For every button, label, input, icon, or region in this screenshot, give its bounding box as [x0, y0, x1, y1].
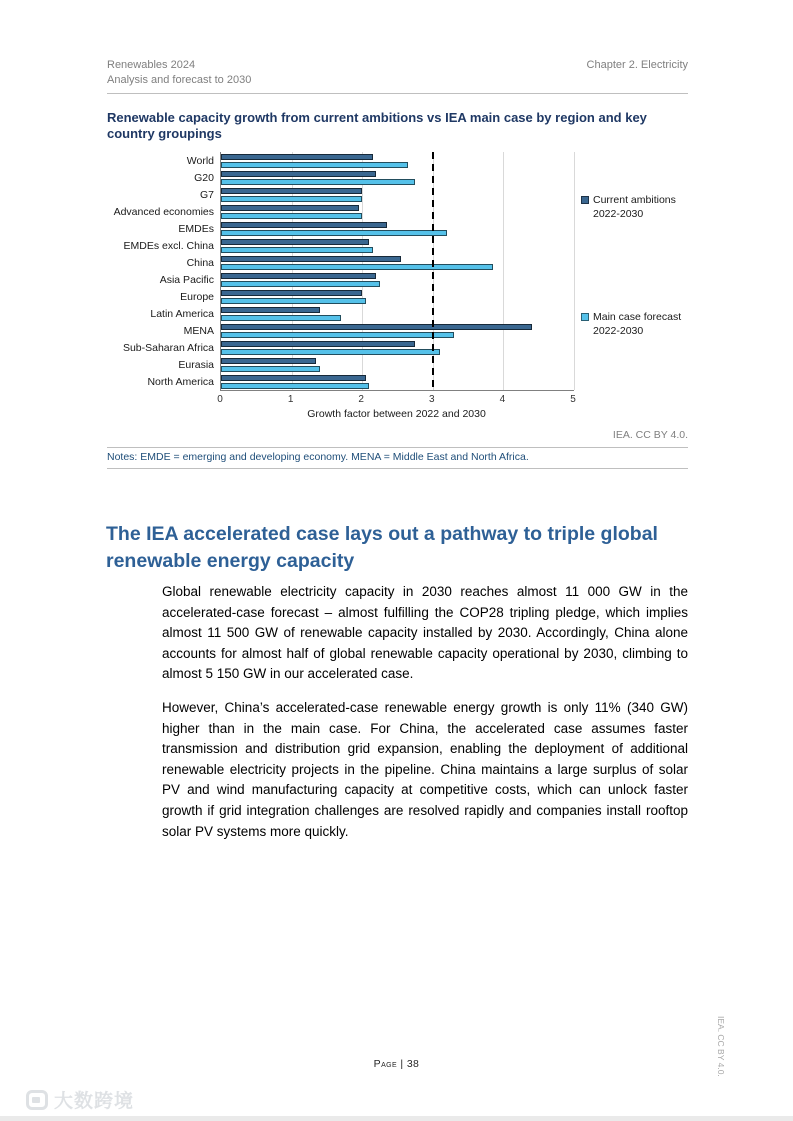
bar-main-case-forecast: [221, 179, 415, 185]
chart-rows: [113, 152, 574, 390]
chart-row: [180, 288, 574, 305]
chart-row: [113, 203, 574, 220]
report-subtitle: Analysis and forecast to 2030: [107, 74, 252, 86]
legend-label: Main case forecast 2022-2030: [593, 311, 682, 337]
side-attribution: IEA. CC BY 4.0.: [716, 1016, 726, 1077]
bar-current-ambitions: [221, 290, 362, 296]
bar-main-case-forecast: [221, 247, 373, 253]
chart-row: [178, 356, 574, 373]
category-label: Asia Pacific: [159, 273, 214, 286]
bar-main-case-forecast: [221, 298, 366, 304]
bar-main-case-forecast: [221, 281, 380, 287]
bar-main-case-forecast: [221, 332, 454, 338]
category-label: MENA: [183, 324, 214, 337]
chart-plot-area: [113, 152, 574, 391]
legend-swatch: [581, 313, 589, 321]
x-tick-label: 3: [429, 394, 435, 405]
paragraph-2: However, China’s accelerated-case renewable energy growth is only 11% (340 GW) higher than in the main case. For China, the accelerated case assumes faster transmission and distribution grid expansion, enabling the deployment of additional renewable electricity projects in the pipeline. China maintains a large surplus of solar PV and wind manufacturing capacity at competitive costs, which can unlock faster growth if grid integration challenges are resolved rapidly and companies install rooftop solar PV systems more quickly.: [162, 699, 688, 839]
figure-notes: Notes: EMDE = emerging and developing economy. MENA = Middle East and North Africa.: [107, 451, 529, 463]
bar-current-ambitions: [221, 239, 369, 245]
x-tick-label: 2: [358, 394, 364, 405]
chapter-label: Chapter 2. Electricity: [586, 59, 688, 71]
category-label: Advanced economies: [113, 205, 214, 218]
legend-item: [581, 194, 688, 221]
notes-divider-top: [107, 447, 688, 448]
figure-title: Renewable capacity growth from current ambitions vs IEA main case by region and key country groupings: [107, 110, 647, 141]
bar-current-ambitions: [221, 307, 320, 313]
chart-row: [186, 152, 574, 169]
chart-row: [183, 322, 574, 339]
page-header: [107, 58, 688, 88]
x-axis-ticks: [217, 391, 576, 405]
category-label: EMDEs: [178, 222, 214, 235]
tripling-reference-line: [432, 152, 434, 390]
chart-row: [178, 220, 574, 237]
x-tick-label: 4: [499, 394, 506, 405]
bar-current-ambitions: [221, 375, 366, 381]
chart-row: [199, 186, 574, 203]
bar-current-ambitions: [221, 205, 359, 211]
watermark-text: 大数跨境: [54, 1091, 135, 1112]
bar-main-case-forecast: [221, 349, 440, 355]
chart-legend: [581, 152, 688, 339]
chart-row: [122, 339, 574, 356]
body-text: [162, 582, 688, 855]
chart-row: [194, 169, 574, 186]
bar-current-ambitions: [221, 171, 376, 177]
chart-row: [123, 237, 574, 254]
bar-current-ambitions: [221, 324, 532, 330]
page-bottom-edge: [0, 1116, 793, 1121]
notes-divider-bottom: [107, 468, 688, 469]
category-label: North America: [147, 375, 214, 388]
paragraph-1: Global renewable electricity capacity in 2030 reaches almost 11 000 GW in the accelerated-case forecast – almost fulfilling the COP28 tripling pledge, which implies almost 11 500 GW of renewable capacity installed by 2030. Accordingly, China alone accounts for almost half of global renewable capacity operational by 2030, climbing to almost 5 150 GW in our accelerated case.: [162, 584, 688, 682]
watermark-logo-icon: [26, 1090, 48, 1110]
chart-row: [186, 254, 574, 271]
category-label: Latin America: [150, 307, 214, 320]
bar-chart: [107, 152, 688, 420]
bar-main-case-forecast: [221, 230, 447, 236]
figure-attribution: IEA. CC BY 4.0.: [612, 429, 688, 441]
x-tick-label: 0: [217, 394, 223, 405]
legend-label: Current ambitions 2022-2030: [593, 194, 676, 220]
category-label: World: [186, 154, 214, 167]
x-tick-label: 5: [570, 394, 576, 405]
category-label: Eurasia: [178, 358, 214, 371]
category-label: G20: [194, 171, 214, 184]
bar-main-case-forecast: [221, 162, 408, 168]
chart-row: [159, 271, 574, 288]
chart-row: [150, 305, 574, 322]
bar-main-case-forecast: [221, 366, 320, 372]
gridline: [574, 152, 575, 390]
x-tick-label: 1: [287, 394, 294, 405]
category-label: G7: [199, 188, 214, 201]
bar-main-case-forecast: [221, 213, 362, 219]
bar-main-case-forecast: [221, 264, 493, 270]
header-divider: [107, 93, 688, 94]
legend-item: [581, 311, 688, 338]
bar-main-case-forecast: [221, 383, 369, 389]
legend-swatch: [581, 196, 589, 204]
bar-current-ambitions: [221, 256, 401, 262]
bar-current-ambitions: [221, 188, 362, 194]
header-left: [107, 58, 251, 88]
bar-main-case-forecast: [221, 315, 341, 321]
chart-row: [147, 373, 574, 390]
section-heading: The IEA accelerated case lays out a pathway to triple global renewable energy capacity: [106, 523, 658, 572]
bar-current-ambitions: [221, 358, 316, 364]
bar-current-ambitions: [221, 154, 373, 160]
bar-current-ambitions: [221, 273, 376, 279]
bar-main-case-forecast: [221, 196, 362, 202]
category-label: China: [186, 256, 214, 269]
report-title: Renewables 2024: [107, 59, 196, 71]
x-axis-label: Growth factor between 2022 and 2030: [307, 408, 486, 420]
category-label: Sub-Saharan Africa: [122, 341, 214, 354]
bar-current-ambitions: [221, 341, 415, 347]
bar-current-ambitions: [221, 222, 387, 228]
page-number: Page | 38: [373, 1058, 420, 1070]
category-label: EMDEs excl. China: [123, 239, 214, 252]
watermark: [26, 1086, 134, 1113]
category-label: Europe: [180, 290, 214, 303]
